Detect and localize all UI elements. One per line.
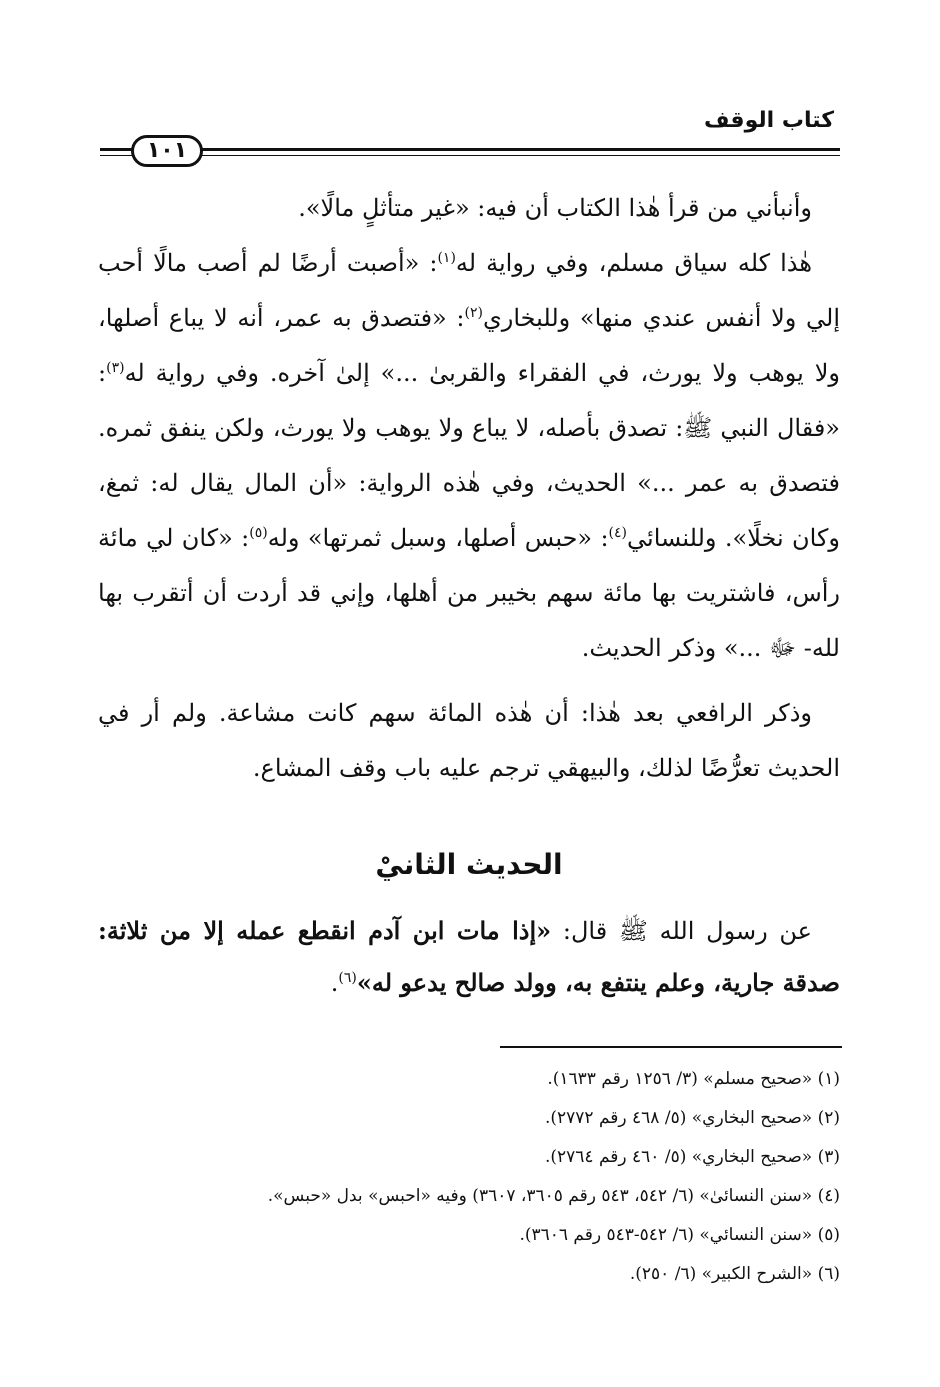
footnote-5: (٥) «سنن النسائي» (٦/ ٥٤٢-٥٤٣ رقم ٣٦٠٦). bbox=[519, 1225, 840, 1245]
footnote-ref-3: (٣) bbox=[106, 360, 125, 376]
footnote-ref-5: (٥) bbox=[249, 525, 268, 541]
paragraph-3: وذكر الرافعي بعد هٰذا: أن هٰذه المائة سهم كانت مشاعة. ولم أر في الحديث تعرُّضًا لذلك، والبيهقي ترجم عليه باب وقف المشاع. bbox=[98, 699, 840, 782]
footnote-ref-4: (٤) bbox=[608, 525, 628, 541]
para2-part-b: : «أصبت أرضًا لم أصب مالًا أحب إلي ولا أنفس عندي منها» وللبخاري bbox=[98, 249, 840, 332]
para2-part-f: : «كان لي مائة رأس، فاشتريت بها مائة سهم بخيبر من أهلها، وإني قد أردت أن أتقرب بها لله- ﷻ ...» وذكر الحديث. bbox=[98, 524, 840, 662]
page-number: ١٠١ bbox=[131, 135, 203, 167]
para2-part-a: هٰذا كله سياق مسلم، وفي رواية له bbox=[455, 249, 812, 277]
main-body-text bbox=[98, 181, 840, 796]
header-rule-thin bbox=[100, 155, 840, 156]
footnotes bbox=[98, 1060, 840, 1294]
hadith-paragraph bbox=[98, 905, 840, 1009]
footnote-2: (٢) «صحيح البخاري» (٥/ ٤٦٨ رقم ٢٧٧٢). bbox=[544, 1108, 840, 1128]
footnote-4: (٤) «سنن النسائىٰ» (٦/ ٥٤٢، ٥٤٣ رقم ٣٦٠٥، ٣٦٠٧) وفيه «احبس» بدل «حبس». bbox=[267, 1186, 840, 1206]
footnote-ref-2: (٢) bbox=[464, 305, 483, 321]
running-header-title: كتاب الوقف bbox=[703, 108, 834, 133]
footnote-1: (١) «صحيح مسلم» (٣/ ١٢٥٦ رقم ١٦٣٣). bbox=[547, 1069, 840, 1089]
footnote-3: (٣) «صحيح البخاري» (٥/ ٤٦٠ رقم ٢٧٦٤). bbox=[544, 1147, 840, 1167]
footnote-ref-6: (٦) bbox=[338, 970, 357, 986]
header-rule-thick bbox=[100, 148, 840, 151]
section-heading: الحديث الثانيْ bbox=[375, 848, 563, 881]
hadith-quote: «إذا مات ابن آدم انقطع عمله إلا من ثلاثة: صدقة جارية، وعلم ينتفع به، وولد صالح يدعو له» bbox=[98, 916, 840, 997]
para2-part-e: : «حبس أصلها، وسبل ثمرتها» وله bbox=[267, 524, 609, 552]
hadith-end: . bbox=[330, 969, 339, 997]
footnote-ref-1: (١) bbox=[437, 250, 456, 266]
paragraph-1: وأنبأني من قرأ هٰذا الكتاب أن فيه: «غير متأثلٍ مالًا». bbox=[298, 194, 812, 222]
para2-part-d: : «فقال النبي ﷺ: تصدق بأصله، لا يباع ولا يوهب ولا يورث، ولكن ينفق ثمره. فتصدق به عمر ...» الحديث، وفي هٰذه الرواية: «أن المال يقال له: ثمغ، وكان نخلًا». وللنسائي bbox=[98, 359, 840, 552]
para2-part-c: : «فتصدق به عمر، أنه لا يباع أصلها، ولا يوهب ولا يورث، في الفقراء والقربىٰ ...» إلىٰ آخره. وفي رواية له bbox=[98, 304, 840, 387]
paragraph-2 bbox=[98, 236, 840, 676]
footnote-separator bbox=[500, 1046, 842, 1048]
hadith-intro: عن رسول الله ﷺ قال: bbox=[551, 917, 812, 945]
footnote-6: (٦) «الشرح الكبير» (٦/ ٢٥٠). bbox=[629, 1264, 840, 1284]
